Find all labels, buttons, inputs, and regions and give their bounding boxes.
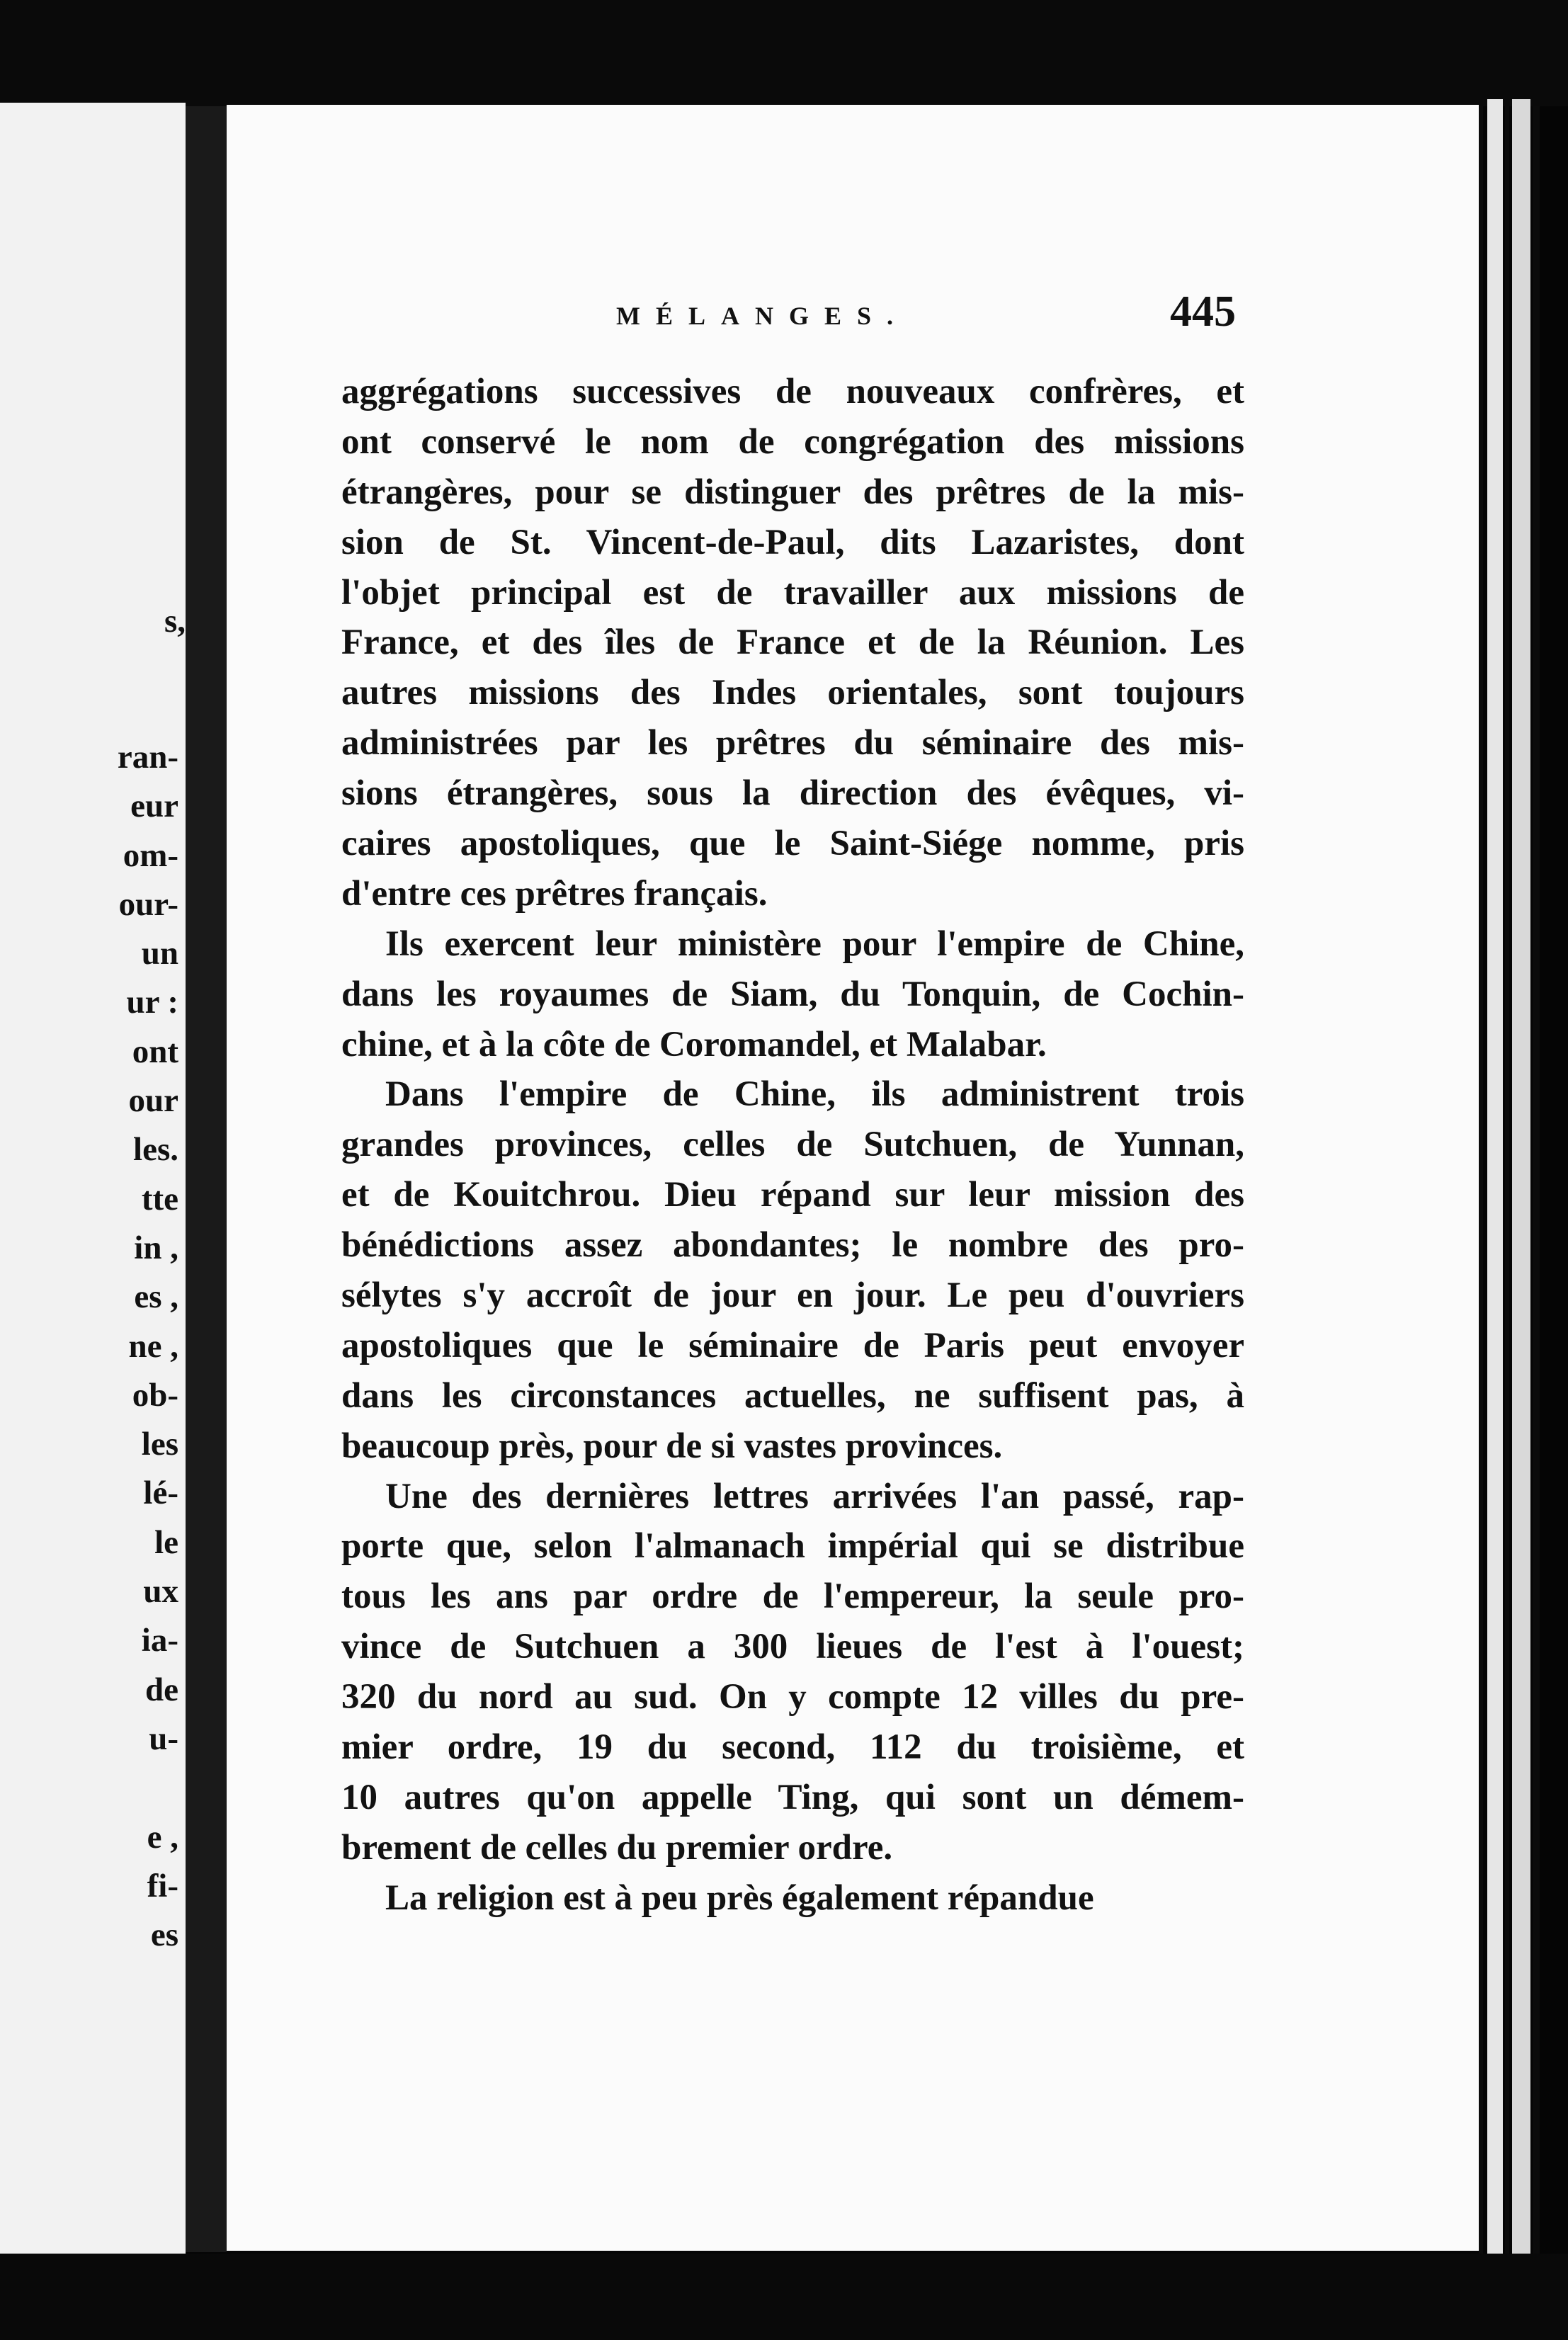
text-line: aggrégations successives de nouveaux confrères, et [341, 372, 1244, 411]
text-line: beaucoup près, pour de si vastes provinces. [341, 1426, 1003, 1466]
left-page-fragment: es , [134, 1278, 178, 1316]
left-page-fragment: s, [164, 603, 186, 640]
left-page-fragment: e , [147, 1818, 178, 1856]
left-page-fragment: ur : [126, 984, 178, 1021]
text-line: Dans l'empire de Chine, ils administrent trois [385, 1074, 1244, 1115]
text-line: sion de St. Vincent-de-Paul, dits Lazaristes, dont [341, 522, 1244, 562]
book-gutter [186, 106, 227, 2252]
page-edge-line [1479, 106, 1483, 2259]
left-page [0, 103, 186, 2256]
page-edge [1487, 99, 1503, 2266]
scan-top-border [0, 0, 1568, 106]
left-page-fragment [0, 1763, 186, 1812]
text-line: administrées par les prêtres du séminaire des mis- [341, 723, 1244, 763]
text-line: Une des dernières lettres arrivées l'an passé, rap- [385, 1476, 1244, 1516]
left-page-fragment: lé- [143, 1475, 178, 1512]
left-page-fragment: le [154, 1523, 178, 1561]
text-line: 10 autres qu'on appelle Ting, qui sont un démem- [341, 1777, 1244, 1817]
text-line: sions étrangères, sous la direction des évêques, vi- [341, 773, 1244, 814]
text-line: bénédictions assez abondantes; le nombre des pro- [341, 1225, 1244, 1266]
page-edge-line [1533, 106, 1540, 2259]
running-head: MÉLANGES. [616, 302, 909, 330]
left-page-fragment: om- [123, 836, 178, 874]
text-line: autres missions des Indes orientales, sont toujours [341, 673, 1244, 713]
text-line: et de Kouitchrou. Dieu répand sur leur mission des [341, 1175, 1244, 1215]
text-line: mier ordre, 19 du second, 112 du troisième, et [341, 1727, 1244, 1768]
text-line: porte que, selon l'almanach impérial qui se distribue [341, 1526, 1244, 1567]
text-line: vince de Sutchuen a 300 lieues de l'est à l'ouest; [341, 1627, 1244, 1667]
text-line: La religion est à peu près également répandue [385, 1878, 1094, 1918]
scan-bottom-border [0, 2254, 1568, 2340]
text-line: étrangères, pour se distinguer des prêtres de la mis- [341, 472, 1244, 512]
left-page-fragment: ne , [128, 1327, 178, 1365]
left-page-fragment: ont [132, 1033, 178, 1070]
left-page-fragment: our- [118, 885, 178, 923]
left-page-fragment: les. [133, 1131, 178, 1169]
text-line: France, et des îles de France et de la Réunion. Les [341, 623, 1244, 663]
text-line: dans les royaumes de Siam, du Tonquin, de Cochin- [341, 974, 1244, 1014]
page-body-text [341, 367, 1244, 1924]
left-page-fragment: es [150, 1916, 178, 1954]
text-line: 320 du nord au sud. On y compte 12 villes du pre- [341, 1677, 1244, 1717]
text-line: Ils exercent leur ministère pour l'empire de Chine, [385, 924, 1244, 964]
left-page-fragment: un [141, 935, 178, 972]
left-page-fragment: de [145, 1671, 178, 1708]
left-page-fragment: u- [149, 1720, 178, 1757]
page-edge-line [1505, 106, 1509, 2259]
text-line: brement de celles du premier ordre. [341, 1827, 893, 1868]
text-line: l'objet principal est de travailler aux missions de [341, 572, 1244, 613]
text-line: tous les ans par ordre de l'empereur, la seule pro- [341, 1577, 1244, 1617]
left-page-fragment: ob- [132, 1376, 178, 1414]
left-page-fragment: eur [130, 788, 178, 825]
text-line: apostoliques que le séminaire de Paris peut envoyer [341, 1325, 1244, 1365]
text-line: dans les circonstances actuelles, ne suffisent pas, à [341, 1375, 1244, 1416]
left-page-fragment: fi- [147, 1867, 178, 1904]
left-page-fragment: ia- [141, 1622, 178, 1659]
left-page-fragment: our [128, 1082, 178, 1120]
page-number: 445 [1170, 288, 1236, 336]
text-line: grandes provinces, celles de Sutchuen, de Yunnan, [341, 1125, 1244, 1165]
page-edge [1512, 99, 1530, 2266]
page-header [616, 288, 1254, 336]
text-line: d'entre ces prêtres français. [341, 873, 768, 914]
text-line: ont conservé le nom de congrégation des missions [341, 421, 1244, 462]
left-page-fragment: ux [143, 1573, 178, 1611]
left-page-text-column [0, 733, 186, 1960]
left-page-fragment: tte [141, 1180, 178, 1217]
left-page-fragment: les [141, 1426, 178, 1463]
text-line: caires apostoliques, que le Saint-Siége nomme, pris [341, 824, 1244, 864]
left-page-fragment: ran- [117, 739, 178, 776]
text-line: chine, et à la côte de Coromandel, et Malabar. [341, 1024, 1047, 1064]
text-line: sélytes s'y accroît de jour en jour. Le peu d'ouvriers [341, 1276, 1244, 1316]
left-page-fragment: in , [134, 1229, 178, 1266]
